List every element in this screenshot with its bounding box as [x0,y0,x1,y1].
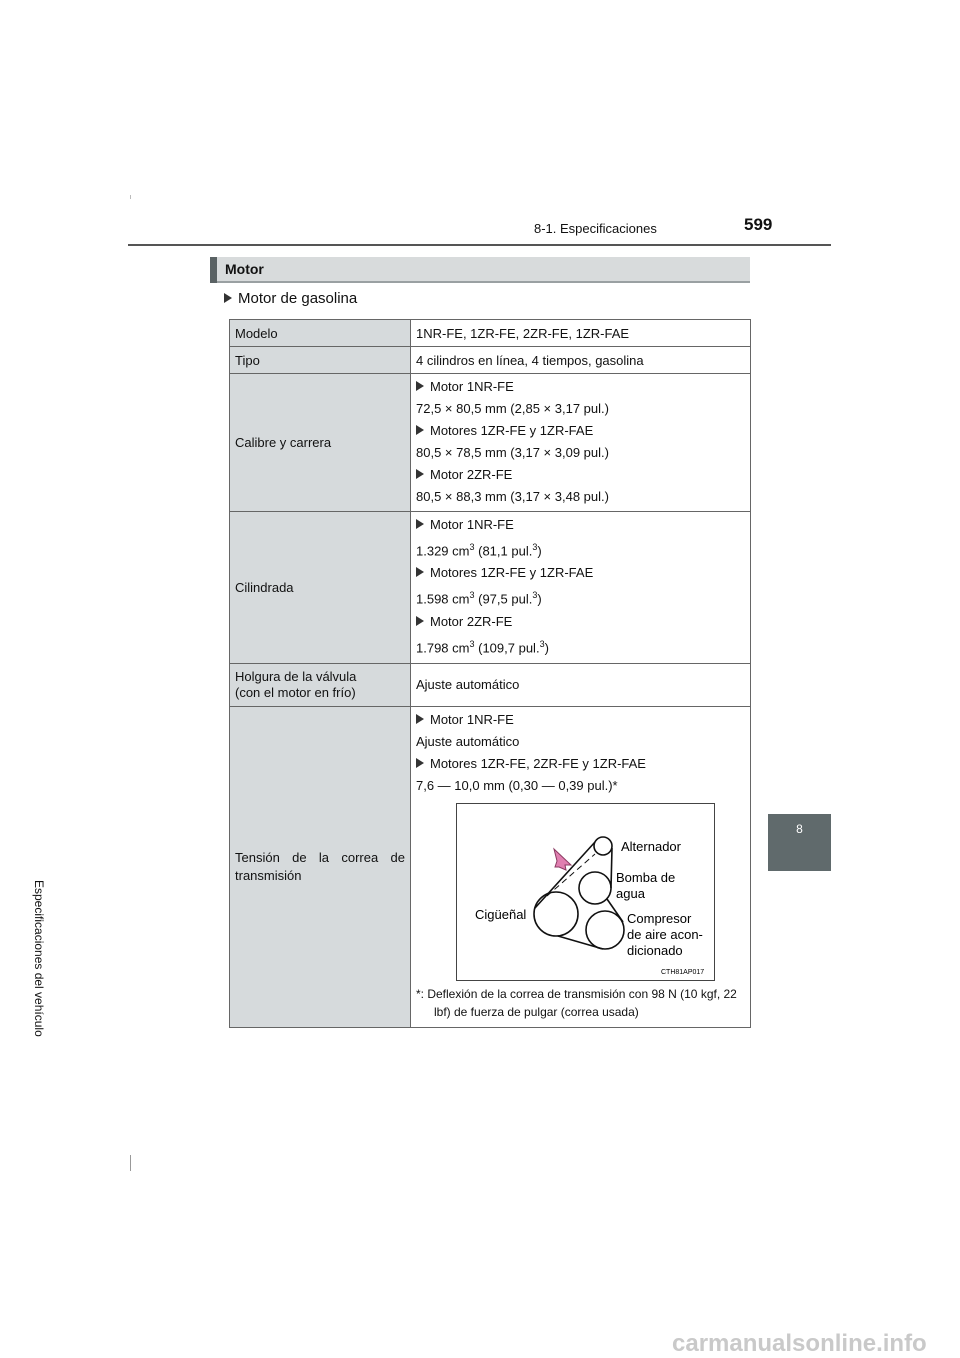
triangle-bullet-icon [416,469,424,479]
spec-value: 72,5 × 80,5 mm (2,85 × 3,17 pul.) [416,401,609,416]
spec-value: 1.798 $cm^3$ (109,7 pul.$^3$) [416,638,549,655]
triangle-bullet-icon [416,567,424,577]
triangle-bullet-icon [416,381,424,391]
triangle-bullet-icon [416,714,424,724]
triangle-bullet-icon [416,425,424,435]
header-section: 8-1. Especificaciones [534,221,657,236]
label-bomba-2: agua [616,885,645,901]
page-number: 599 [744,215,773,234]
engine-heading: Motores 1ZR-FE, 2ZR-FE y 1ZR-FAE [430,755,646,771]
row-label: Cilindrada [230,512,411,664]
chapter-number: 8 [796,822,803,836]
label-compresor-1: Compresor [627,910,692,926]
engine-heading: Motor 2ZR-FE [430,467,513,482]
belt-diagram-figure [457,804,714,980]
triangle-bullet-icon [416,758,424,768]
chapter-title: Especificaciones del vehículo [32,880,46,1037]
spec-value: 80,5 × 88,3 mm (3,17 × 3,48 pul.) [416,489,609,504]
row-label: Tensión de la correa de transmisión [230,706,411,1027]
engine-heading: Motores 1ZR-FE y 1ZR-FAE [430,565,594,581]
belt-diagram [456,803,715,981]
row-value [411,374,751,512]
label-compresor-3: dicionado [627,942,683,958]
spec-value: Ajuste automático [416,733,520,749]
section-title-bar [210,257,750,283]
footnote: *: Deflexión de la correa de transmisión con 98 N (10 kgf, 22 lbf) de fuerza de pulgar (correa usada) [416,986,737,1019]
row-label: Calibre y carrera [230,374,411,512]
engine-heading: Motor 2ZR-FE [430,613,513,629]
row-value: 4 cilindros en línea, 4 tiempos, gasolina [411,347,751,374]
table-row [230,320,751,347]
watermark: carmanualsonline.info [672,1330,927,1357]
triangle-bullet-icon [416,519,424,529]
engine-heading: Motor 1NR-FE [430,379,514,394]
engine-heading: Motor 1NR-FE [430,517,514,532]
figure-code: CTH81AP017 [661,968,705,976]
section-accent [210,257,217,283]
label-ciguenal: Cigüeñal [475,906,527,922]
table-row [230,374,751,512]
pointer-arrow-icon [554,849,571,870]
row-value: Ajuste automático [411,663,751,706]
row-value: 1NR-FE, 1ZR-FE, 2ZR-FE, 1ZR-FAE [411,320,751,347]
engine-heading: Motores 1ZR-FE y 1ZR-FAE [430,423,594,438]
triangle-bullet-icon [224,293,232,303]
table-row [230,706,751,1027]
table-row [230,663,751,706]
row-value [411,512,751,664]
subheading [224,290,357,307]
table-row [230,347,751,374]
section-title: Motor [225,261,264,277]
label-bomba-1: Bomba de [616,869,676,885]
triangle-bullet-icon [416,616,424,626]
header-rule [128,244,831,246]
spec-value: 80,5 × 78,5 mm (3,17 × 3,09 pul.) [416,445,609,460]
row-value [411,706,751,1027]
row-label: Modelo [230,320,411,347]
chapter-tab [768,814,831,871]
spec-value: 1.598 $cm^3$ (97,5 pul.$^3$) [416,590,542,607]
engine-heading: Motor 1NR-FE [430,711,514,727]
label-alternador: Alternador [621,838,681,854]
spec-value: 7,6 — 10,0 mm (0,30 — 0,39 pul.)* [416,777,618,793]
row-label: Tipo [230,347,411,374]
subheading-text: Motor de gasolina [238,290,358,307]
table-row [230,512,751,664]
spec-value: 1.329 $cm^3$ (81,1 pul.$^3$) [416,542,542,559]
row-label: Holgura de la válvula (con el motor en frío) [230,663,411,706]
engine-spec-table [229,319,751,1028]
label-compresor-2: de aire acon- [627,926,703,942]
